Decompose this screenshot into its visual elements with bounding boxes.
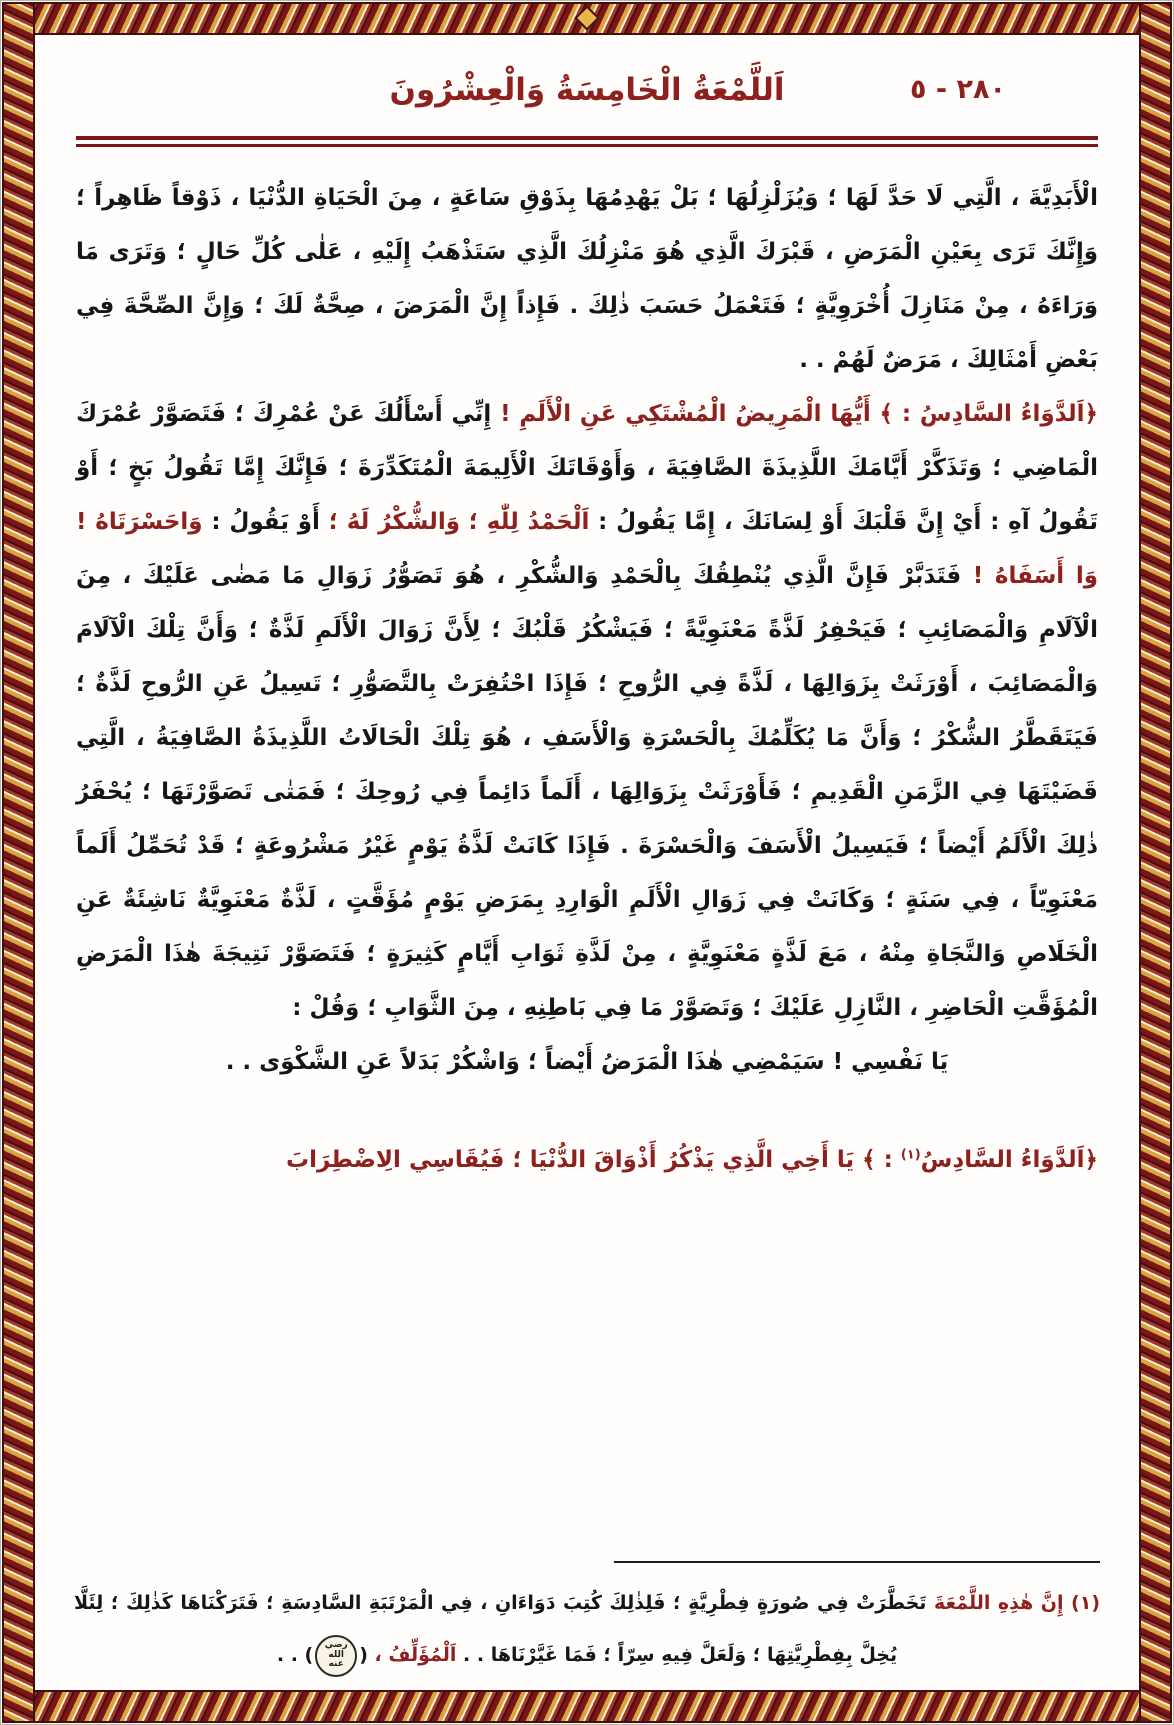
remedy-heading-2: ﴿اَلدَّوَاءُ السَّادِسُ <box>920 1147 1098 1173</box>
footnote-area <box>74 1561 1100 1681</box>
paragraph-text: إِنِّي أَسْأَلُكَ عَنْ عُمْرِكَ ؛ فَتَصَوَّرْ عُمْرَكَ الْمَاضِي ؛ وَتَذَكَّرْ أَيَّامَكَ اللَّذِيذَةَ الصَّافِيَةَ ، وَأَوْقَاتَكَ الْأَلِيمَةَ الْمُتَكَدِّرَةَ ؛ فَإِنَّكَ إِمَّا تَقُولُ بَخٍ ؛ أَوْ تَقُولُ آهِ : أَيْ إِنَّ قَلْبَكَ أَوْ لِسَانَكَ ، إِمَّا يَقُولُ : <box>76 401 1099 535</box>
footnote-text <box>74 1577 1100 1681</box>
page-content <box>36 36 1138 1689</box>
remedy-heading-2-continuation: : ﴾ يَا أَخِي الَّذِي يَذْكُرُ أَذْوَاقَ الدُّنْيَا ؛ فَيُقَاسِي الِاضْطِرَابَ <box>286 1147 901 1173</box>
paren-open: ( <box>359 1644 368 1666</box>
paragraph-text: فَتَدَبَّرْ فَإِنَّ الَّذِي يُنْطِقُكَ بِالْحَمْدِ وَالشُّكْرِ ، هُوَ تَصَوُّرُ زَوَالِ مَا مَضٰى عَلَيْكَ ، مِنَ الْآلَامِ وَالْمَصَائِبِ ؛ فَيَحْفِرُ لَذَّةً مَعْنَوِيَّةً ؛ فَيَشْكُرُ قَلْبُكَ ؛ لِأَنَّ زَوَالَ الْأَلَمِ لَذَّةٌ ؛ وَأَنَّ تِلْكَ الْآلَامَ وَالْمَصَائِبَ ، أَوْرَثَتْ بِزَوَالِهَا ، لَذَّةً فِي الرُّوحِ ؛ فَإِذَا احْتُفِرَتْ بِالتَّصَوُّرِ ؛ تَسِيلُ عَنِ الرُّوحِ لَذَّةٌ ؛ فَيَتَقَطَّرُ الشُّكْرُ ؛ وَأَنَّ مَا يُكَلِّمُكَ بِالْحَسْرَةِ وَالْأَسَفِ ، هُوَ تِلْكَ الْحَالَاتُ اللَّذِيذَةُ الصَّافِيَةُ ، الَّتِي قَضَيْتَهَا فِي الزَّمَنِ الْقَدِيمِ ؛ فَأَوْرَثَتْ بِزَوَالِهَا ، أَلَماً دَائِماً فِي رُوحِكَ ؛ فَمَتٰى تَصَوَّرْتَهَا ؛ يُحْفَرُ ذٰلِكَ الْأَلَمُ أَيْضاً ؛ فَيَسِيلُ الْأَسَفَ وَالْحَسْرَةَ . فَإِذَا كَانَتْ لَذَّةُ يَوْمٍ غَيْرُ مَشْرُوعَةٍ ؛ قَدْ تُحَمِّلُ أَلَماً مَعْنَوِيّاً ، فِي سَنَةٍ ؛ وَكَانَتْ فِي زَوَالِ الْأَلَمِ الْوَارِدِ بِمَرَضِ يَوْمٍ مُؤَقَّتٍ ، لَذَّةٌ مَعْنَوِيَّةٌ نَاشِئَةٌ عَنِ الْخَلَاصِ وَالنَّجَاةِ مِنْهُ ، مَعَ لَذَّةٍ مَعْنَوِيَّةٍ ، مِنْ لَذَّةِ ثَوَابِ أَيَّامٍ كَثِيرَةٍ ؛ فَتَصَوَّرْ نَتِيجَةَ هٰذَا الْمَرَضِ الْمُؤَقَّتِ الْحَاضِرِ ، النَّازِلِ عَلَيْكَ ؛ وَتَصَوَّرْ مَا فِي بَاطِنِهِ ، مِنَ الثَّوَابِ ؛ وَقُلْ : <box>76 563 1098 1021</box>
body-text <box>76 171 1098 1187</box>
centered-address-line: يَا نَفْسِي ! سَيَمْضِي هٰذَا الْمَرَضُ أَيْضاً ؛ وَاشْكُرْ بَدَلاً عَنِ الشَّكْوَى . . <box>225 1049 949 1075</box>
paren-close: ) <box>304 1644 314 1666</box>
footnote-author: اَلْمُؤَلِّفُ ، <box>367 1644 457 1666</box>
page-header <box>76 64 1098 126</box>
footnote-body: تَخَطَّرَتْ فِي صُورَةٍ فِطْرِيَّةٍ ؛ فَلِذٰلِكَ كُتِبَ دَوَاءَانِ ، فِي الْمَرْتَبَةِ السَّادِسَةِ ؛ فَتَرَكْنَاهَا كَذٰلِكَ ؛ لِئَلَّا يُخِلَّ بِفِطْرِيَّتِهَا ؛ وَلَعَلَّ فِيهِ سِرّاً ؛ فَمَا غَيَّرْنَاهَا . . <box>74 1592 927 1666</box>
border-bottom-band <box>2 1690 1172 1723</box>
paragraph-text: أَوْ يَقُولُ : <box>202 509 320 535</box>
paragraph-sixth-remedy <box>76 387 1098 1035</box>
footnote-marker: (١) <box>900 1147 921 1163</box>
footnote-trailing-dots: . . <box>276 1644 305 1666</box>
header-double-rule <box>76 136 1098 147</box>
border-left-band <box>2 2 35 1723</box>
page-number: ٢٨٠ - ٥ <box>910 74 1006 105</box>
praise-phrase: اَلْحَمْدُ لِلّٰهِ ؛ وَالشُّكْرُ لَهُ ؛ <box>319 509 590 535</box>
border-right-band <box>1139 2 1172 1723</box>
lament-phrase: وَاحَسْرَتَاهُ ! وَا أَسَفَاهُ ! <box>76 509 1098 589</box>
paragraph-text: الْأَبَدِيَّةَ ، الَّتِي لَا حَدَّ لَهَا ؛ وَيُزَلْزِلُهَا ؛ بَلْ يَهْدِمُهَا بِذَوْقِ سَاعَةٍ ، مِنَ الْحَيَاةِ الدُّنْيَا ، ذَوْقاً ظَاهِراً ؛ وَإِنَّكَ تَرَى بِعَيْنِ الْمَرَضِ ، قَبْرَكَ الَّذِي هُوَ مَنْزِلُكَ الَّذِي سَتَذْهَبُ إِلَيْهِ ، عَلٰى كُلِّ حَالٍ ؛ وَتَرَى مَا وَرَاءَهُ ، مِنْ مَنَازِلَ أُخْرَوِيَّةٍ ؛ فَتَعْمَلُ حَسَبَ ذٰلِكَ . فَإِذاً إِنَّ الْمَرَضَ ، صِحَّةٌ لَكَ ؛ وَإِنَّ الصِّحَّةَ فِي بَعْضِ أَمْثَالِكَ ، مَرَضٌ لَهُمْ . . <box>76 185 1098 373</box>
paragraph-continuation <box>76 171 1098 387</box>
footnote-separator <box>614 1561 1100 1563</box>
author-seal-text: رضي الله عنه <box>324 1640 348 1670</box>
remedy-heading: ﴿اَلدَّوَاءُ السَّادِسُ : ﴾ أَيُّهَا الْمَرِيضُ الْمُشْتَكِي عَنِ الْأَلَمِ ! <box>491 401 1098 427</box>
paragraph-sixth-remedy-2 <box>76 1133 1098 1187</box>
footnote-lead: (١) إِنَّ هٰذِهِ اللَّمْعَةَ <box>926 1592 1101 1614</box>
page-title: اَللَّمْعَةُ الْخَامِسَةُ وَالْعِشْرُونَ <box>389 72 785 108</box>
author-seal <box>315 1635 357 1677</box>
